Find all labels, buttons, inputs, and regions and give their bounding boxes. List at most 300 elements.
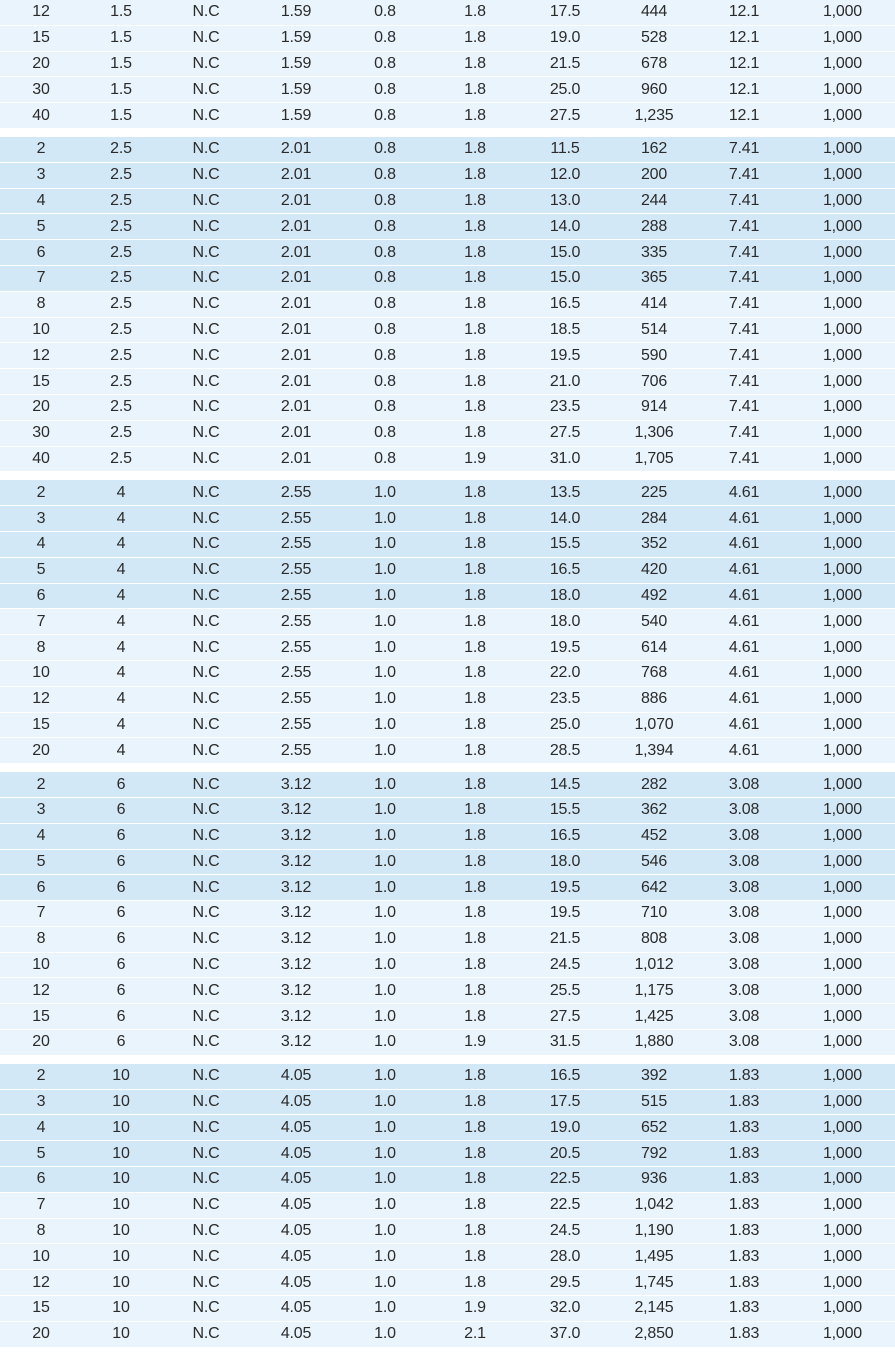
table-cell-col-10: 1,000 — [822, 775, 863, 793]
table-cell-col-9: 12.1 — [728, 3, 760, 21]
table-cell-col-1: 7 — [36, 1196, 46, 1214]
table-cell-col-10: 1,000 — [822, 398, 863, 416]
table-cell-col-9: 4.61 — [728, 483, 760, 501]
table-cell-col-6: 1.8 — [464, 1093, 486, 1111]
table-cell-col-3: N.C — [192, 372, 220, 390]
table-cell-col-5: 0.8 — [374, 424, 396, 442]
table-cell-col-4: 2.01 — [280, 140, 312, 158]
table-cell-col-2: 6 — [116, 904, 126, 922]
table-cell-col-2: 10 — [112, 1196, 130, 1214]
table-cell-col-1: 6 — [36, 1170, 46, 1188]
group-separator — [0, 472, 895, 480]
table-row — [0, 738, 895, 764]
table-cell-col-8: 590 — [640, 346, 668, 364]
table-cell-col-6: 1.8 — [464, 1170, 486, 1188]
table-row — [0, 927, 895, 953]
table-cell-col-3: N.C — [192, 269, 220, 287]
table-cell-col-7: 19.0 — [549, 29, 581, 47]
table-cell-col-7: 24.5 — [549, 956, 581, 974]
table-cell-col-4: 2.01 — [280, 166, 312, 184]
table-cell-col-9: 7.41 — [728, 217, 760, 235]
table-cell-col-5: 0.8 — [374, 80, 396, 98]
table-cell-col-6: 1.8 — [464, 1118, 486, 1136]
table-cell-col-7: 18.0 — [549, 612, 581, 630]
table-cell-col-7: 27.5 — [549, 106, 581, 124]
table-row — [0, 1115, 895, 1141]
table-cell-col-9: 1.83 — [728, 1118, 760, 1136]
table-row — [0, 266, 895, 292]
table-cell-col-5: 0.8 — [374, 372, 396, 390]
table-cell-col-8: 808 — [640, 930, 668, 948]
table-cell-col-8: 1,042 — [634, 1196, 674, 1214]
table-cell-col-1: 8 — [36, 930, 46, 948]
table-cell-col-6: 1.8 — [464, 586, 486, 604]
table-row — [0, 343, 895, 369]
table-cell-col-7: 29.5 — [549, 1273, 581, 1291]
table-cell-col-7: 11.5 — [550, 140, 580, 158]
table-cell-col-1: 12 — [32, 346, 50, 364]
table-cell-col-8: 282 — [640, 775, 668, 793]
table-cell-col-8: 886 — [640, 690, 668, 708]
table-cell-col-2: 4 — [116, 483, 126, 501]
table-cell-col-6: 1.8 — [464, 29, 486, 47]
table-cell-col-6: 1.8 — [464, 1007, 486, 1025]
table-cell-col-4: 4.05 — [280, 1118, 312, 1136]
table-cell-col-6: 1.8 — [464, 664, 486, 682]
table-cell-col-8: 335 — [640, 243, 668, 261]
table-cell-col-6: 1.8 — [464, 166, 486, 184]
table-cell-col-2: 2.5 — [110, 295, 132, 313]
table-cell-col-1: 8 — [36, 1222, 46, 1240]
table-cell-col-1: 5 — [36, 852, 46, 870]
table-cell-col-3: N.C — [192, 3, 220, 21]
table-cell-col-3: N.C — [192, 612, 220, 630]
table-cell-col-8: 1,306 — [634, 424, 674, 442]
table-row — [0, 1064, 895, 1090]
table-cell-col-1: 4 — [36, 827, 46, 845]
table-cell-col-8: 414 — [640, 295, 668, 313]
table-cell-col-1: 7 — [36, 269, 46, 287]
table-cell-col-6: 1.8 — [464, 852, 486, 870]
table-cell-col-8: 288 — [640, 217, 668, 235]
table-cell-col-1: 2 — [36, 483, 46, 501]
table-cell-col-3: N.C — [192, 956, 220, 974]
table-cell-col-10: 1,000 — [822, 586, 863, 604]
table-cell-col-3: N.C — [192, 140, 220, 158]
table-cell-col-8: 244 — [640, 191, 668, 209]
table-row — [0, 1270, 895, 1296]
table-cell-col-4: 3.12 — [280, 930, 312, 948]
table-cell-col-1: 5 — [36, 561, 46, 579]
table-cell-col-2: 10 — [112, 1273, 130, 1291]
table-cell-col-9: 7.41 — [728, 166, 760, 184]
table-cell-col-10: 1,000 — [822, 1067, 863, 1085]
table-cell-col-8: 540 — [640, 612, 668, 630]
table-cell-col-3: N.C — [192, 106, 220, 124]
table-cell-col-1: 8 — [36, 638, 46, 656]
table-cell-col-5: 1.0 — [374, 878, 396, 896]
table-cell-col-10: 1,000 — [822, 346, 863, 364]
table-cell-col-4: 3.12 — [280, 981, 312, 999]
table-row — [0, 447, 895, 473]
table-cell-col-1: 15 — [32, 29, 50, 47]
table-cell-col-7: 19.5 — [549, 904, 581, 922]
table-cell-col-2: 1.5 — [110, 80, 132, 98]
table-cell-col-2: 6 — [116, 930, 126, 948]
table-cell-col-8: 1,495 — [634, 1247, 674, 1265]
table-cell-col-9: 4.61 — [728, 741, 760, 759]
table-cell-col-1: 12 — [32, 3, 50, 21]
table-cell-col-7: 21.0 — [549, 372, 581, 390]
table-cell-col-3: N.C — [192, 243, 220, 261]
table-cell-col-3: N.C — [192, 320, 220, 338]
table-cell-col-5: 1.0 — [374, 904, 396, 922]
table-cell-col-9: 12.1 — [728, 80, 760, 98]
table-cell-col-1: 7 — [36, 904, 46, 922]
table-cell-col-10: 1,000 — [822, 3, 863, 21]
table-cell-col-2: 4 — [116, 638, 126, 656]
table-cell-col-1: 20 — [32, 1325, 50, 1343]
table-cell-col-5: 1.0 — [374, 664, 396, 682]
table-cell-col-7: 21.5 — [549, 54, 581, 72]
table-cell-col-1: 15 — [32, 1007, 50, 1025]
table-cell-col-9: 1.83 — [728, 1247, 760, 1265]
table-cell-col-10: 1,000 — [822, 1247, 863, 1265]
table-cell-col-4: 2.55 — [280, 561, 312, 579]
table-cell-col-10: 1,000 — [822, 1299, 863, 1317]
table-row — [0, 421, 895, 447]
table-cell-col-9: 7.41 — [728, 372, 760, 390]
table-cell-col-6: 1.8 — [464, 981, 486, 999]
table-cell-col-8: 1,235 — [634, 106, 674, 124]
table-cell-col-4: 3.12 — [280, 1007, 312, 1025]
table-cell-col-5: 1.0 — [374, 638, 396, 656]
table-row — [0, 953, 895, 979]
table-cell-col-5: 1.0 — [374, 930, 396, 948]
table-row — [0, 1193, 895, 1219]
table-cell-col-2: 4 — [116, 612, 126, 630]
table-cell-col-6: 1.8 — [464, 612, 486, 630]
table-cell-col-5: 0.8 — [374, 398, 396, 416]
table-row — [0, 26, 895, 52]
table-cell-col-9: 3.08 — [728, 1033, 760, 1051]
table-row — [0, 369, 895, 395]
table-cell-col-2: 10 — [112, 1067, 130, 1085]
table-cell-col-5: 1.0 — [374, 956, 396, 974]
table-cell-col-10: 1,000 — [822, 690, 863, 708]
table-cell-col-2: 10 — [112, 1093, 130, 1111]
table-cell-col-8: 614 — [640, 638, 668, 656]
table-cell-col-2: 1.5 — [110, 29, 132, 47]
table-cell-col-3: N.C — [192, 1007, 220, 1025]
table-cell-col-4: 2.01 — [280, 320, 312, 338]
table-cell-col-10: 1,000 — [822, 483, 863, 501]
table-cell-col-10: 1,000 — [822, 612, 863, 630]
table-cell-col-3: N.C — [192, 346, 220, 364]
table-cell-col-10: 1,000 — [822, 269, 863, 287]
table-cell-col-3: N.C — [192, 54, 220, 72]
table-cell-col-2: 2.5 — [110, 217, 132, 235]
table-cell-col-8: 492 — [640, 586, 668, 604]
table-cell-col-8: 678 — [640, 54, 668, 72]
table-cell-col-3: N.C — [192, 398, 220, 416]
table-cell-col-6: 1.8 — [464, 535, 486, 553]
table-cell-col-3: N.C — [192, 295, 220, 313]
table-cell-col-10: 1,000 — [822, 904, 863, 922]
table-cell-col-6: 1.8 — [464, 320, 486, 338]
table-cell-col-3: N.C — [192, 29, 220, 47]
table-cell-col-8: 2,145 — [634, 1299, 674, 1317]
table-cell-col-4: 2.01 — [280, 398, 312, 416]
table-cell-col-6: 1.8 — [464, 483, 486, 501]
table-cell-col-10: 1,000 — [822, 638, 863, 656]
table-cell-col-3: N.C — [192, 690, 220, 708]
table-cell-col-3: N.C — [192, 217, 220, 235]
table-cell-col-10: 1,000 — [822, 981, 863, 999]
table-cell-col-10: 1,000 — [822, 1118, 863, 1136]
table-cell-col-3: N.C — [192, 1170, 220, 1188]
table-cell-col-9: 1.83 — [728, 1093, 760, 1111]
table-cell-col-5: 1.0 — [374, 1170, 396, 1188]
table-cell-col-1: 12 — [32, 981, 50, 999]
table-cell-col-4: 2.01 — [280, 243, 312, 261]
table-cell-col-3: N.C — [192, 741, 220, 759]
table-cell-col-9: 3.08 — [728, 930, 760, 948]
table-cell-col-1: 4 — [36, 535, 46, 553]
table-cell-col-1: 12 — [32, 690, 50, 708]
table-cell-col-7: 31.0 — [549, 449, 581, 467]
table-cell-col-2: 6 — [116, 1033, 126, 1051]
table-row — [0, 480, 895, 506]
table-cell-col-8: 1,705 — [634, 449, 674, 467]
table-cell-col-8: 352 — [640, 535, 668, 553]
table-cell-col-8: 936 — [640, 1170, 668, 1188]
table-cell-col-9: 1.83 — [728, 1144, 760, 1162]
table-cell-col-1: 40 — [32, 106, 50, 124]
table-cell-col-6: 1.8 — [464, 801, 486, 819]
table-cell-col-2: 2.5 — [110, 191, 132, 209]
table-cell-col-7: 15.5 — [549, 535, 581, 553]
table-cell-col-5: 0.8 — [374, 3, 396, 21]
table-cell-col-7: 28.0 — [549, 1247, 581, 1265]
table-row — [0, 824, 895, 850]
table-cell-col-10: 1,000 — [822, 1325, 863, 1343]
table-cell-col-10: 1,000 — [822, 827, 863, 845]
table-cell-col-3: N.C — [192, 638, 220, 656]
table-cell-col-7: 23.5 — [549, 398, 581, 416]
table-cell-col-4: 1.59 — [280, 106, 312, 124]
table-cell-col-3: N.C — [192, 80, 220, 98]
table-cell-col-1: 2 — [36, 1067, 46, 1085]
table-cell-col-7: 13.0 — [549, 191, 581, 209]
table-cell-col-7: 16.5 — [549, 827, 581, 845]
table-cell-col-3: N.C — [192, 1144, 220, 1162]
table-cell-col-10: 1,000 — [822, 424, 863, 442]
table-cell-col-4: 2.55 — [280, 483, 312, 501]
table-cell-col-6: 1.9 — [464, 1299, 486, 1317]
table-cell-col-4: 2.01 — [280, 372, 312, 390]
table-cell-col-9: 7.41 — [728, 243, 760, 261]
table-cell-col-2: 2.5 — [110, 398, 132, 416]
table-cell-col-6: 1.8 — [464, 1222, 486, 1240]
table-cell-col-10: 1,000 — [822, 372, 863, 390]
table-cell-col-9: 7.41 — [728, 449, 760, 467]
table-row — [0, 1296, 895, 1322]
table-cell-col-3: N.C — [192, 1325, 220, 1343]
group-separator — [0, 129, 895, 137]
table-cell-col-6: 1.8 — [464, 191, 486, 209]
table-row — [0, 1141, 895, 1167]
table-row — [0, 318, 895, 344]
table-cell-col-4: 4.05 — [280, 1222, 312, 1240]
table-cell-col-1: 20 — [32, 54, 50, 72]
table-cell-col-6: 1.8 — [464, 930, 486, 948]
table-row — [0, 875, 895, 901]
table-row — [0, 1167, 895, 1193]
table-cell-col-9: 7.41 — [728, 269, 760, 287]
table-cell-col-5: 1.0 — [374, 801, 396, 819]
table-cell-col-4: 2.55 — [280, 535, 312, 553]
table-cell-col-2: 2.5 — [110, 166, 132, 184]
table-cell-col-1: 3 — [36, 166, 46, 184]
table-cell-col-4: 2.55 — [280, 690, 312, 708]
table-cell-col-3: N.C — [192, 483, 220, 501]
table-cell-col-10: 1,000 — [822, 801, 863, 819]
table-cell-col-1: 10 — [32, 320, 50, 338]
table-cell-col-5: 1.0 — [374, 509, 396, 527]
table-cell-col-10: 1,000 — [822, 54, 863, 72]
table-cell-col-4: 2.55 — [280, 586, 312, 604]
table-cell-col-6: 1.8 — [464, 372, 486, 390]
table-cell-col-2: 4 — [116, 664, 126, 682]
table-row — [0, 1322, 895, 1348]
table-cell-col-3: N.C — [192, 801, 220, 819]
row-group — [0, 0, 895, 129]
table-cell-col-6: 1.8 — [464, 346, 486, 364]
table-cell-col-2: 6 — [116, 981, 126, 999]
table-cell-col-4: 2.01 — [280, 424, 312, 442]
table-row — [0, 103, 895, 129]
table-cell-col-9: 4.61 — [728, 715, 760, 733]
table-row — [0, 189, 895, 215]
table-cell-col-8: 546 — [640, 852, 668, 870]
table-cell-col-1: 30 — [32, 80, 50, 98]
table-cell-col-5: 1.0 — [374, 561, 396, 579]
table-cell-col-6: 1.8 — [464, 424, 486, 442]
table-cell-col-7: 19.5 — [549, 878, 581, 896]
table-cell-col-1: 12 — [32, 1273, 50, 1291]
table-cell-col-7: 25.0 — [549, 715, 581, 733]
table-cell-col-5: 1.0 — [374, 1325, 396, 1343]
table-cell-col-1: 3 — [36, 1093, 46, 1111]
table-cell-col-3: N.C — [192, 904, 220, 922]
table-cell-col-3: N.C — [192, 1273, 220, 1291]
table-cell-col-10: 1,000 — [822, 320, 863, 338]
table-cell-col-5: 1.0 — [374, 741, 396, 759]
table-row — [0, 292, 895, 318]
table-cell-col-9: 4.61 — [728, 690, 760, 708]
table-cell-col-6: 1.8 — [464, 398, 486, 416]
table-cell-col-7: 27.5 — [549, 1007, 581, 1025]
table-cell-col-10: 1,000 — [822, 664, 863, 682]
table-cell-col-8: 1,880 — [634, 1033, 674, 1051]
table-cell-col-8: 362 — [640, 801, 668, 819]
table-cell-col-10: 1,000 — [822, 217, 863, 235]
table-cell-col-8: 452 — [640, 827, 668, 845]
table-cell-col-10: 1,000 — [822, 191, 863, 209]
table-cell-col-9: 7.41 — [728, 140, 760, 158]
table-cell-col-5: 1.0 — [374, 1067, 396, 1085]
table-cell-col-4: 4.05 — [280, 1170, 312, 1188]
table-row — [0, 772, 895, 798]
table-cell-col-1: 8 — [36, 295, 46, 313]
table-cell-col-3: N.C — [192, 586, 220, 604]
table-cell-col-8: 1,175 — [634, 981, 674, 999]
table-cell-col-6: 1.8 — [464, 1144, 486, 1162]
table-cell-col-7: 22.0 — [549, 664, 581, 682]
table-cell-col-10: 1,000 — [822, 1033, 863, 1051]
table-cell-col-4: 2.55 — [280, 638, 312, 656]
table-cell-col-2: 2.5 — [110, 140, 132, 158]
table-cell-col-6: 1.8 — [464, 775, 486, 793]
table-row — [0, 661, 895, 687]
table-cell-col-2: 6 — [116, 801, 126, 819]
table-cell-col-10: 1,000 — [822, 166, 863, 184]
table-cell-col-9: 4.61 — [728, 561, 760, 579]
table-cell-col-2: 10 — [112, 1222, 130, 1240]
table-cell-col-5: 0.8 — [374, 191, 396, 209]
table-cell-col-5: 0.8 — [374, 243, 396, 261]
table-cell-col-10: 1,000 — [822, 852, 863, 870]
table-cell-col-4: 2.55 — [280, 664, 312, 682]
table-cell-col-10: 1,000 — [822, 930, 863, 948]
table-cell-col-6: 1.8 — [464, 561, 486, 579]
table-cell-col-8: 200 — [640, 166, 668, 184]
table-cell-col-1: 3 — [36, 801, 46, 819]
table-cell-col-8: 1,012 — [634, 956, 674, 974]
table-cell-col-5: 1.0 — [374, 1222, 396, 1240]
table-cell-col-1: 2 — [36, 775, 46, 793]
table-cell-col-5: 1.0 — [374, 827, 396, 845]
table-cell-col-1: 30 — [32, 424, 50, 442]
table-cell-col-8: 792 — [640, 1144, 668, 1162]
table-cell-col-1: 4 — [36, 191, 46, 209]
table-cell-col-4: 2.01 — [280, 217, 312, 235]
table-cell-col-5: 1.0 — [374, 1273, 396, 1291]
table-cell-col-2: 2.5 — [110, 243, 132, 261]
table-cell-col-4: 2.01 — [280, 346, 312, 364]
table-cell-col-1: 2 — [36, 140, 46, 158]
table-cell-col-6: 1.8 — [464, 106, 486, 124]
table-cell-col-9: 3.08 — [728, 956, 760, 974]
table-cell-col-1: 10 — [32, 1247, 50, 1265]
table-cell-col-5: 1.0 — [374, 1196, 396, 1214]
table-row — [0, 395, 895, 421]
table-cell-col-9: 4.61 — [728, 509, 760, 527]
table-cell-col-9: 1.83 — [728, 1170, 760, 1188]
table-cell-col-10: 1,000 — [822, 878, 863, 896]
table-cell-col-5: 1.0 — [374, 1033, 396, 1051]
table-cell-col-3: N.C — [192, 1196, 220, 1214]
table-cell-col-5: 0.8 — [374, 106, 396, 124]
table-cell-col-2: 4 — [116, 535, 126, 553]
table-cell-col-6: 1.8 — [464, 509, 486, 527]
table-cell-col-3: N.C — [192, 852, 220, 870]
table-cell-col-3: N.C — [192, 1118, 220, 1136]
table-cell-col-5: 1.0 — [374, 612, 396, 630]
table-row — [0, 713, 895, 739]
table-row — [0, 978, 895, 1004]
